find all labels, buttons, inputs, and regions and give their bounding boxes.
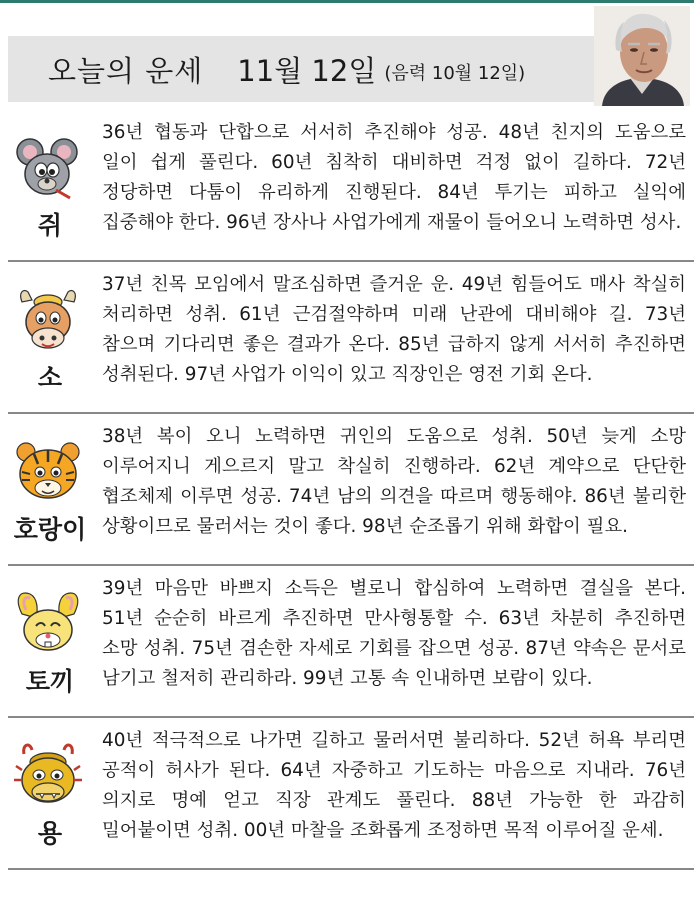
animal-name: 용	[37, 819, 63, 848]
fortune-list	[8, 110, 694, 870]
fortune-entry-rat	[8, 110, 694, 262]
author-portrait	[594, 6, 690, 106]
dragon-icon	[12, 740, 84, 812]
fortune-text: 40년 적극적으로 나가면 길하고 물러서면 불리하다. 52년 허욕 부리면 공적이 허사가 된다. 64년 자중하고 기도하는 마음으로 지내라. 76년 의지로 명예 얻고 직장 관계도 풀린다. 88년 가능한 한 과감히 밀어붙이면 성취. 00년 마찰을 조화롭게 조정하면 목적 이루어질 운세.	[102, 730, 686, 841]
animal-badge	[8, 566, 82, 716]
rabbit-icon	[12, 588, 84, 660]
fortune-entry-dragon	[8, 718, 694, 870]
animal-badge	[8, 262, 82, 412]
top-rule	[0, 0, 694, 3]
animal-name: 호랑이	[13, 515, 87, 544]
fortune-entry-ox	[8, 262, 694, 414]
animal-name: 토끼	[25, 667, 75, 696]
animal-badge	[8, 414, 87, 564]
lunar-date-label: (음력 10월 12일)	[384, 63, 526, 84]
portrait-image	[594, 6, 690, 106]
animal-badge	[8, 718, 82, 868]
animal-name: 소	[37, 363, 63, 392]
fortune-text: 37년 친목 모임에서 말조심하면 즐거운 운. 49년 힘들어도 매사 착실히 처리하면 성취. 61년 근검절약하며 미래 난관에 대비해야 길. 73년 참으며 기다리면 좋은 결과가 온다. 85년 급하지 않게 서서히 추진하면 성취된다. 97년 사업가 이익이 있고 직장인은 영전 기회 온다.	[102, 274, 686, 385]
ox-icon	[12, 284, 84, 356]
tiger-icon	[12, 436, 84, 508]
rat-icon	[12, 132, 84, 204]
fortune-text: 39년 마음만 바쁘지 소득은 별로니 합심하여 노력하면 결실을 본다. 51년 순순히 바르게 추진하면 만사형통할 수. 63년 차분히 추진하면 소망 성취. 75년 겸손한 자세로 기회를 잡으면 성공. 87년 약속은 문서로 남기고 철저히 관리하라. 99년 고통 속 인내하면 보람이 있다.	[102, 578, 686, 689]
animal-name: 쥐	[37, 211, 63, 240]
page-title: 오늘의 운세	[48, 53, 204, 88]
fortune-text: 36년 협동과 단합으로 서서히 추진해야 성공. 48년 친지의 도움으로 일이 쉽게 풀린다. 60년 침착히 대비하면 걱정 없이 길하다. 72년 정당하면 다툼이 유리하게 진행된다. 84년 투기는 피하고 실익에 집중해야 한다. 96년 장사나 사업가에게 재물이 들어오니 노력하면 성사.	[102, 122, 686, 233]
fortune-entry-rabbit	[8, 566, 694, 718]
date-label: 11월 12일	[237, 53, 377, 88]
header-bar	[8, 36, 594, 102]
animal-badge	[8, 110, 82, 260]
fortune-entry-tiger	[8, 414, 694, 566]
fortune-text: 38년 복이 오니 노력하면 귀인의 도움으로 성취. 50년 늦게 소망 이루어지니 게으르지 말고 착실히 진행하라. 62년 계약으로 단단한 협조체제 이루면 성공. 74년 남의 의견을 따르며 행동해야. 86년 불리한 상황이므로 물러서는 것이 좋다. 98년 순조롭기 위해 화합이 필요.	[102, 426, 686, 537]
